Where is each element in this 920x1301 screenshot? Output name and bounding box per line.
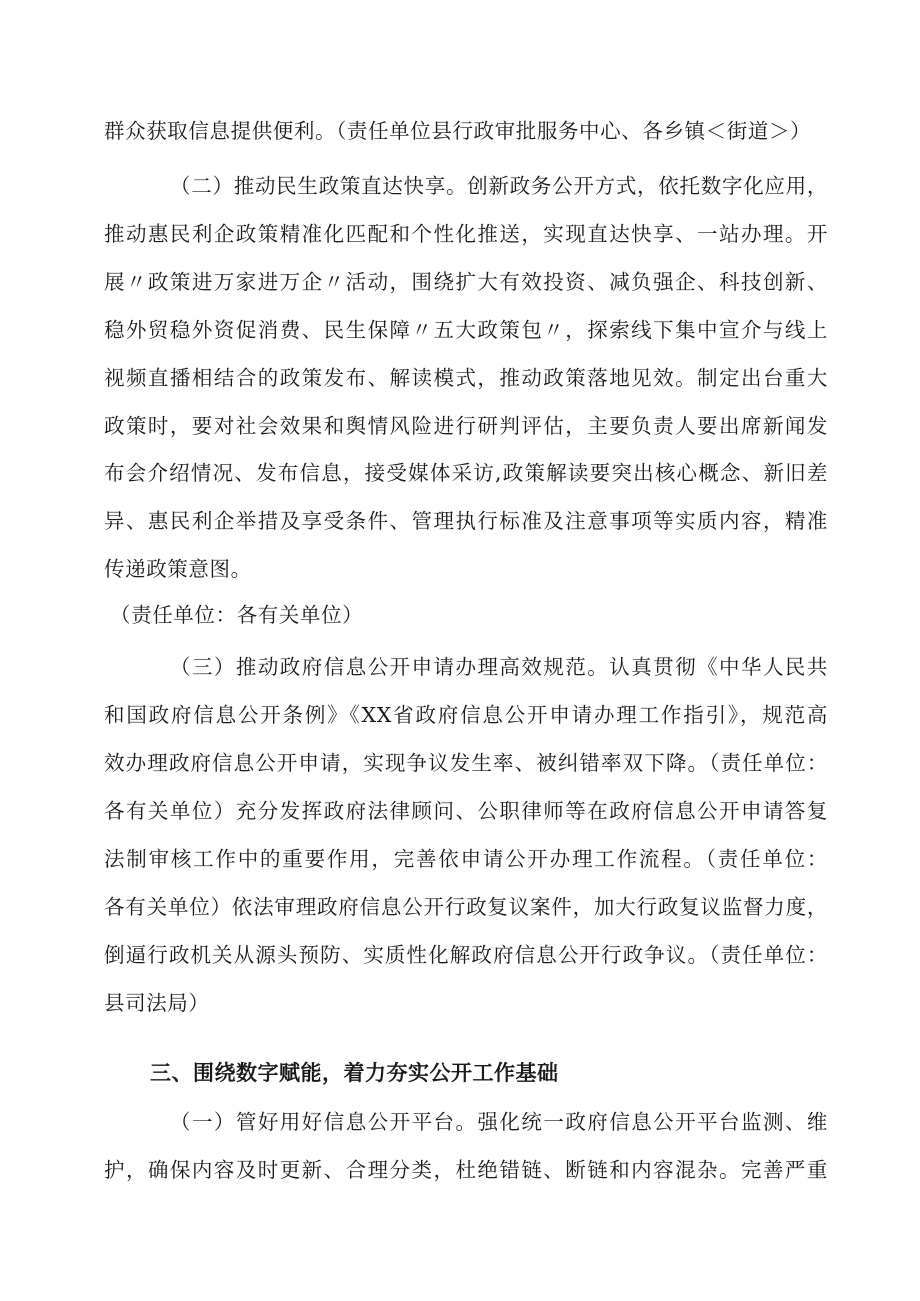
section-heading: 三、围绕数字赋能，着力夯实公开工作基础 xyxy=(150,1061,559,1085)
paragraph-line: 稳外贸稳外资促消费、民生保障〃五大政策包〃，探索线下集中宣介与线上 xyxy=(104,318,828,342)
paragraph-line: 群众获取信息提供便利。（责任单位县行政审批服务中心、各乡镇＜街道＞） xyxy=(104,119,812,143)
paragraph-line: 护，确保内容及时更新、合理分类，杜绝错链、断链和内容混杂。完善严重 xyxy=(104,1158,828,1182)
paragraph-line: 布会介绍情况、发布信息，接受媒体采访,政策解读要突出核心概念、新旧差 xyxy=(104,461,828,485)
paragraph-line: 法制审核工作中的重要作用，完善依申请公开办理工作流程。（责任单位： xyxy=(104,847,828,871)
paragraph-line: 效办理政府信息公开申请，实现争议发生率、被纠错率双下降。（责任单位： xyxy=(104,751,828,775)
paragraph-line: 推动惠民利企政策精准化匹配和个性化推送，实现直达快享、一站办理。开 xyxy=(104,222,828,246)
paragraph-line: 视频直播相结合的政策发布、解读模式，推动政策落地见效。制定出台重大 xyxy=(104,366,828,390)
paragraph-line: 异、惠民利企举措及享受条件、管理执行标准及注意事项等实质内容，精准 xyxy=(104,509,828,533)
paragraph-line: （二）推动民生政策直达快享。创新政务公开方式，依托数字化应用， xyxy=(170,174,828,198)
paragraph-line: 县司法局） xyxy=(104,991,210,1015)
paragraph-line: 展〃政策进万家进万企〃活动，围绕扩大有效投资、减负强企、科技创新、 xyxy=(104,270,828,294)
responsibility-note: （责任单位：各有关单位） xyxy=(110,603,364,627)
paragraph-line: 政策时，要对社会效果和舆情风险进行研判评估，主要负责人要出席新闻发 xyxy=(104,414,828,438)
paragraph-line: （三）推动政府信息公开申请办理高效规范。认真贯彻《中华人民共 xyxy=(170,655,828,679)
paragraph-line: 倒逼行政机关从源头预防、实质性化解政府信息公开行政争议。（责任单位： xyxy=(104,943,828,967)
paragraph-line: 和国政府信息公开条例》《XX省政府信息公开申请办理工作指引》，规范高 xyxy=(104,703,828,727)
paragraph-line: （一）管好用好信息公开平台。强化统一政府信息公开平台监测、维 xyxy=(170,1110,828,1134)
paragraph-line: 各有关单位）充分发挥政府法律顾问、公职律师等在政府信息公开申请答复 xyxy=(104,799,828,823)
paragraph-line: 传递政策意图。 xyxy=(104,557,252,581)
paragraph-line: 各有关单位）依法审理政府信息公开行政复议案件，加大行政复议监督力度， xyxy=(104,895,828,919)
